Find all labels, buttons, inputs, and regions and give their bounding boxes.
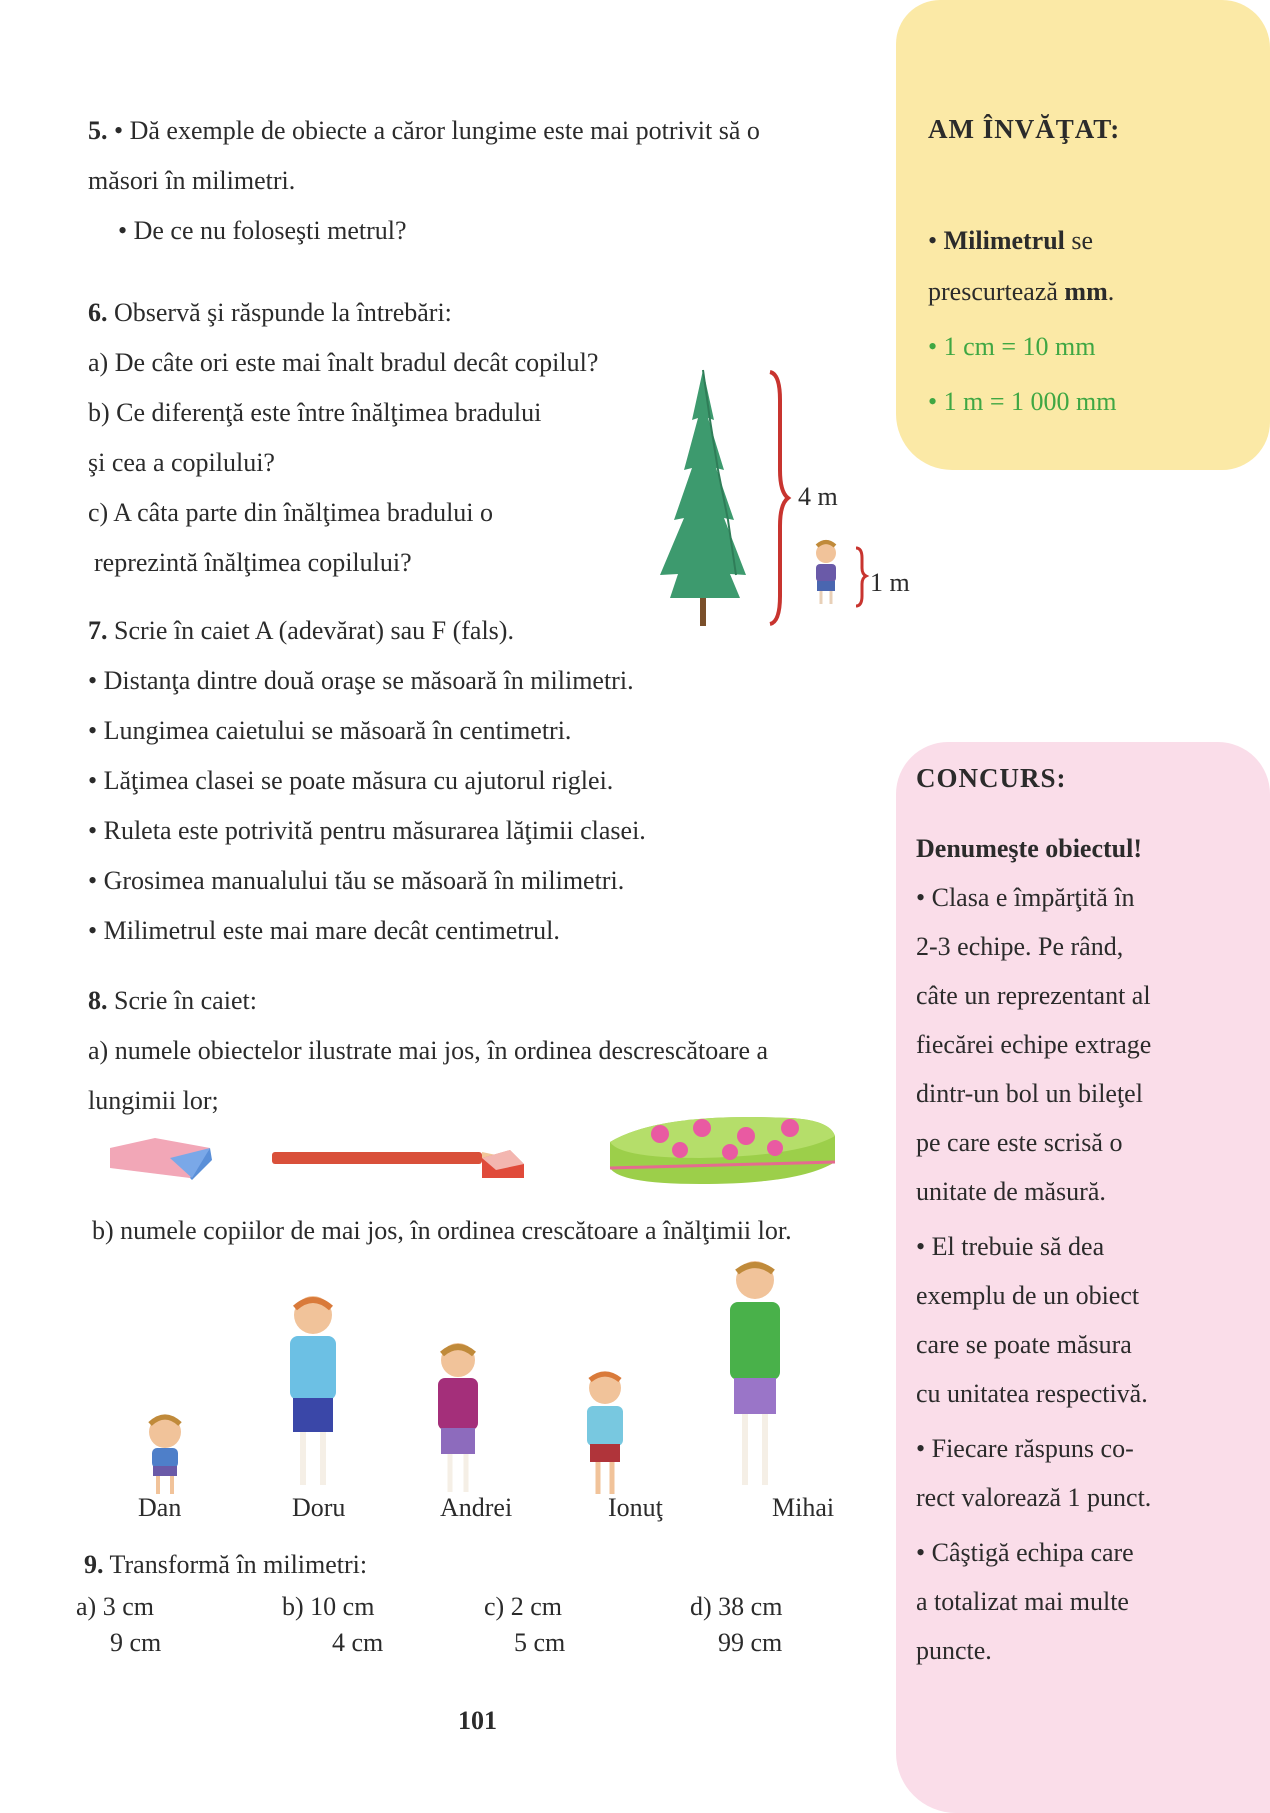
contest-line: rect valorează 1 punct. — [916, 1483, 1152, 1512]
ex9-b: b) 10 cm — [282, 1592, 375, 1621]
contest-line: • El trebuie să dea — [916, 1232, 1105, 1261]
contest-line: câte un reprezentant al — [916, 981, 1151, 1010]
ex9-b2: 4 cm — [332, 1628, 384, 1657]
contest-title: CONCURS: — [916, 763, 1067, 793]
child-name-mihai: Mihai — [772, 1493, 835, 1522]
contest-line: a totalizat mai multe — [916, 1587, 1129, 1616]
ex8-a1: a) numele obiectelor ilustrate mai jos, în ordinea descrescătoare a — [88, 1036, 769, 1065]
ex7-item: • Ruleta este potrivită pentru măsurarea lăţimii clasei. — [88, 816, 646, 845]
contest-line: unitate de măsură. — [916, 1177, 1106, 1206]
child-height-label: 1 m — [870, 568, 910, 597]
child-name-andrei: Andrei — [440, 1493, 513, 1522]
pencil-case-icon — [610, 1117, 835, 1184]
ex7-item: • Milimetrul este mai mare decât centimetrul. — [88, 916, 560, 945]
page-number: 101 — [458, 1706, 497, 1735]
tree-brace — [770, 372, 788, 624]
ex6-b1: b) Ce diferenţă este între înălţimea bradului — [88, 398, 542, 427]
contest-line: exemplu de un obiect — [916, 1281, 1140, 1310]
contest-subtitle: Denumeşte obiectul! — [916, 834, 1143, 863]
contest-line: puncte. — [916, 1636, 992, 1665]
child-icon — [816, 542, 836, 604]
ex9-c2: 5 cm — [514, 1628, 566, 1657]
learned-eq2: • 1 m = 1 000 mm — [928, 387, 1117, 416]
ex6-c1: c) A câta parte din înălţimea bradului o — [88, 498, 494, 527]
learned-title: AM ÎNVĂŢAT: — [928, 114, 1121, 144]
child-name-dan: Dan — [138, 1493, 182, 1522]
ex7-item: • Grosimea manualului tău se măsoară în milimetri. — [88, 866, 625, 895]
ex7-intro: 7. Scrie în caiet A (adevărat) sau F (fals). — [88, 616, 514, 645]
learned-line2: prescurtează mm. — [928, 277, 1115, 306]
learned-line1: • Milimetrul se — [928, 226, 1094, 255]
ex5-line3: • De ce nu foloseşti metrul? — [118, 216, 407, 245]
ex9-a: a) 3 cm — [76, 1592, 154, 1621]
ex6-c2: reprezintă înălţimea copilului? — [94, 548, 412, 577]
contest-line: 2-3 echipe. Pe rând, — [916, 932, 1124, 961]
ex6-a: a) De câte ori este mai înalt bradul decât copilul? — [88, 348, 599, 377]
ex6-b2: şi cea a copilului? — [88, 448, 275, 477]
ex9-c: c) 2 cm — [484, 1592, 562, 1621]
objects-illustration — [100, 1098, 880, 1188]
contest-line: • Fiecare răspuns co- — [916, 1434, 1134, 1463]
contest-line: fiecărei echipe extrage — [916, 1030, 1152, 1059]
pencil-icon — [272, 1152, 512, 1164]
child-andrei-icon — [438, 1343, 478, 1492]
ex9-intro: 9. Transformă în milimetri: — [84, 1550, 368, 1579]
child-ionut-icon — [587, 1372, 623, 1494]
contest-line: care se poate măsura — [916, 1330, 1132, 1359]
ex9-a2: 9 cm — [110, 1628, 162, 1657]
ex7-item: • Lăţimea clasei se poate măsura cu ajutorul riglei. — [88, 766, 614, 795]
fir-tree-icon — [660, 370, 746, 626]
child-name-ionut: Ionuţ — [608, 1493, 663, 1522]
contest-line: • Câştigă echipa care — [916, 1538, 1134, 1567]
ex6-intro: 6. Observă şi răspunde la întrebări: — [88, 298, 452, 327]
ex5-line1: 5. • Dă exemple de obiecte a căror lungime este mai potrivit să o — [88, 116, 760, 145]
child-doru-icon — [290, 1296, 336, 1485]
learned-eq1: • 1 cm = 10 mm — [928, 332, 1096, 361]
ex8-intro: 8. Scrie în caiet: — [88, 986, 257, 1015]
child-dan-icon — [149, 1416, 181, 1494]
contest-line: dintr-un bol un bileţel — [916, 1079, 1143, 1108]
child-brace — [856, 548, 866, 606]
child-mihai-icon — [730, 1261, 780, 1485]
ex7-item: • Lungimea caietului se măsoară în centimetri. — [88, 716, 572, 745]
children-illustration — [120, 1260, 820, 1500]
contest-line: • Clasa e împărţită în — [916, 883, 1135, 912]
ex9-d: d) 38 cm — [690, 1592, 783, 1621]
ex5-line2: măsori în milimetri. — [88, 166, 296, 195]
ex8-b: b) numele copiilor de mai jos, în ordinea crescătoare a înălţimii lor. — [92, 1216, 792, 1245]
child-name-doru: Doru — [292, 1493, 346, 1522]
ex9-d2: 99 cm — [718, 1628, 783, 1657]
ex8-a2: lungimii lor; — [88, 1086, 219, 1115]
ex7-item: • Distanţa dintre două oraşe se măsoară în milimetri. — [88, 666, 634, 695]
eraser-icon — [110, 1138, 212, 1180]
contest-line: pe care este scrisă o — [916, 1128, 1123, 1157]
contest-line: cu unitatea respectivă. — [916, 1379, 1148, 1408]
tree-height-label: 4 m — [798, 482, 838, 511]
